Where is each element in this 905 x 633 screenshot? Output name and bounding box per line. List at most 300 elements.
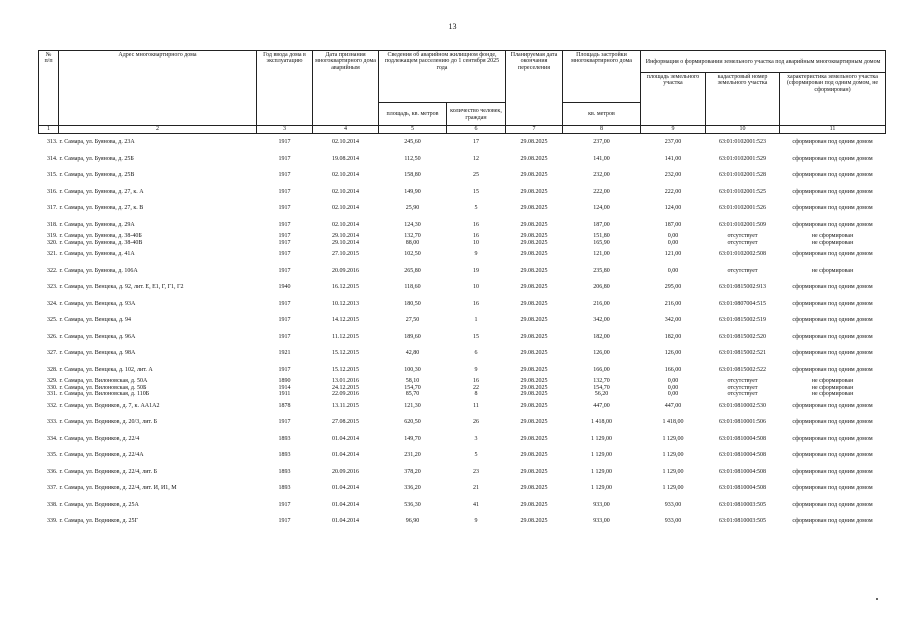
built-area-cell: 151,80: [593, 233, 610, 240]
cadastral-cell: 63:01:0815002:522: [718, 366, 766, 373]
address-cell: г. Самара, ул. Буянова, д. 29А: [59, 221, 135, 228]
table-body: [39, 134, 886, 530]
relocation-table: [38, 50, 886, 530]
recognition-date-cell: 20.09.2016: [332, 267, 359, 274]
header-land-area: площадь земельного участка: [641, 73, 706, 126]
column-number: 8: [563, 126, 641, 134]
land-area-cell: 124,00: [664, 205, 682, 212]
cadastral-cell: 63:01:0102001:509: [718, 221, 766, 228]
recognition-date-cell: 27.10.2015: [332, 251, 359, 258]
year-cell: 1893: [278, 435, 291, 442]
year-cell: 1917: [278, 419, 291, 426]
table-header: [39, 51, 886, 134]
year-cell: 1917: [278, 366, 291, 373]
land-area-cell: 1 129,00: [662, 485, 684, 492]
cadastral-cell: 63:01:0810004:508: [718, 435, 766, 442]
people-cell: 25: [473, 172, 479, 179]
column-number: 10: [706, 126, 780, 134]
column-number: 3: [257, 126, 313, 134]
planned-date-cell: 29.08.2025: [520, 485, 548, 492]
characteristic-cell: не сформирован: [811, 384, 854, 391]
land-area-cell: 216,00: [664, 300, 682, 307]
column-number: 4: [313, 126, 379, 134]
table-row: [39, 362, 886, 379]
column-number: 9: [641, 126, 706, 134]
address-cell: г. Самара, ул. Венцека, д. 94: [59, 317, 132, 324]
land-area-cell: 933,00: [664, 501, 682, 508]
planned-date-cell: 29.08.2025: [520, 391, 548, 398]
land-area-cell: 1 129,00: [662, 468, 684, 475]
people-cell: 3: [474, 435, 478, 442]
cadastral-cell: отсутствует: [727, 267, 758, 274]
built-area-cell: 126,00: [593, 350, 610, 357]
characteristic-cell: сформирован под одним домом: [792, 251, 873, 258]
built-area-cell: 141,00: [593, 155, 610, 162]
people-cell: 26: [473, 419, 479, 426]
planned-date-cell: 29.08.2025: [520, 366, 548, 373]
characteristic-cell: сформирован под одним домом: [792, 333, 873, 340]
people-cell: 1: [474, 317, 478, 324]
area-cell: 536,30: [404, 501, 421, 508]
year-cell: 1917: [278, 317, 291, 324]
people-cell: 10: [473, 239, 479, 246]
built-area-cell: 222,00: [593, 188, 610, 195]
cadastral-cell: 63:01:0810004:508: [718, 452, 766, 459]
recognition-date-cell: 01.04.2014: [332, 518, 359, 525]
year-cell: 1917: [278, 205, 291, 212]
table-row: [39, 464, 886, 481]
row-number: 316.: [47, 188, 58, 195]
people-cell: 11: [473, 402, 479, 409]
planned-date-cell: 29.08.2025: [520, 402, 548, 409]
characteristic-cell: не сформирован: [811, 267, 854, 274]
address-cell: г. Самара, ул. Венцека, д. 98А: [59, 350, 136, 357]
people-cell: 12: [473, 155, 479, 162]
scan-speck: [876, 598, 878, 600]
land-area-cell: 0,00: [667, 384, 679, 391]
year-cell: 1917: [278, 518, 291, 525]
row-number: 337.: [47, 485, 58, 492]
area-cell: 149,90: [404, 188, 421, 195]
people-cell: 5: [474, 452, 478, 459]
built-area-cell: 447,00: [593, 402, 610, 409]
people-cell: 15: [473, 188, 479, 195]
row-number: 332.: [47, 402, 58, 409]
header-year: Год ввода дома в эксплуатацию: [257, 51, 313, 126]
recognition-date-cell: 01.04.2014: [332, 485, 359, 492]
cadastral-cell: отсутствует: [727, 391, 758, 398]
people-cell: 17: [473, 139, 479, 146]
recognition-date-cell: 14.12.2015: [332, 317, 359, 324]
address-cell: г. Самара, ул. Венцека, д. 102, лит. А: [59, 366, 153, 373]
area-cell: 378,20: [404, 468, 421, 475]
table-row: [39, 167, 886, 184]
land-area-cell: 295,00: [664, 284, 682, 291]
land-area-cell: 232,00: [664, 172, 682, 179]
row-number: 327.: [47, 350, 58, 357]
row-number: 318.: [47, 221, 58, 228]
year-cell: 1917: [278, 300, 291, 307]
column-number: 2: [59, 126, 257, 134]
people-cell: 16: [473, 378, 479, 385]
row-number: 325.: [47, 317, 58, 324]
row-number: 314.: [47, 155, 58, 162]
row-number: 333.: [47, 419, 58, 426]
recognition-date-cell: 02.10.2014: [332, 205, 359, 212]
area-cell: 154,70: [404, 384, 421, 391]
column-number: 1: [39, 126, 59, 134]
address-cell: г. Самара, ул. Вилоновская, д. 50А: [59, 378, 148, 385]
row-number: 331.: [47, 391, 58, 398]
land-area-cell: 1 418,00: [662, 419, 684, 426]
characteristic-cell: сформирован под одним домом: [792, 402, 873, 409]
cadastral-cell: 63:01:0810003:505: [718, 518, 766, 525]
header-planned-date: Планируемая дата окончания переселения: [506, 51, 563, 126]
characteristic-cell: сформирован под одним домом: [792, 317, 873, 324]
table-row: [39, 329, 886, 346]
characteristic-cell: сформирован под одним домом: [792, 452, 873, 459]
area-cell: 149,70: [404, 435, 421, 442]
row-number: 326.: [47, 333, 58, 340]
characteristic-cell: сформирован под одним домом: [792, 300, 873, 307]
cadastral-cell: 63:01:0810003:505: [718, 501, 766, 508]
row-number: 320.: [47, 239, 58, 246]
people-cell: 9: [474, 251, 478, 258]
row-number: 335.: [47, 452, 58, 459]
characteristic-cell: сформирован под одним домом: [792, 350, 873, 357]
address-cell: г. Самара, ул. Буянова, д. 25В: [59, 172, 135, 179]
people-cell: 5: [474, 205, 478, 212]
characteristic-cell: сформирован под одним домом: [792, 205, 873, 212]
table-row: [39, 296, 886, 313]
row-number: 339.: [47, 518, 58, 525]
year-cell: 1917: [278, 172, 291, 179]
characteristic-cell: не сформирован: [811, 391, 854, 398]
people-cell: 16: [473, 221, 479, 228]
planned-date-cell: 29.08.2025: [520, 378, 548, 385]
area-cell: 231,20: [404, 452, 421, 459]
people-cell: 22: [473, 384, 479, 391]
planned-date-cell: 29.08.2025: [520, 419, 548, 426]
area-cell: 132,70: [404, 233, 421, 240]
recognition-date-cell: 02.10.2014: [332, 221, 359, 228]
land-area-cell: 933,00: [664, 518, 682, 525]
planned-date-cell: 29.08.2025: [520, 468, 548, 475]
cadastral-cell: отсутствует: [727, 378, 758, 385]
table-row: [39, 414, 886, 431]
year-cell: 1890: [278, 378, 291, 385]
header-built-area: Площадь застройки многоквартирного дома: [563, 51, 641, 103]
year-cell: 1917: [278, 501, 291, 508]
people-cell: 6: [474, 350, 478, 357]
cadastral-cell: 63:01:0807004:515: [718, 300, 766, 307]
row-number: 323.: [47, 284, 58, 291]
header-land-info: Информация о формировании земельного участка под аварийным многоквартирным домом: [641, 51, 886, 73]
land-area-cell: 187,00: [664, 221, 682, 228]
characteristic-cell: сформирован под одним домом: [792, 155, 873, 162]
recognition-date-cell: 01.04.2014: [332, 501, 359, 508]
characteristic-cell: сформирован под одним домом: [792, 139, 873, 146]
planned-date-cell: 29.08.2025: [520, 317, 548, 324]
column-number: 7: [506, 126, 563, 134]
recognition-date-cell: 02.10.2014: [332, 139, 359, 146]
table-row: [39, 184, 886, 201]
land-area-cell: 237,00: [664, 139, 682, 146]
built-area-cell: 132,70: [593, 378, 610, 385]
table-row: [39, 151, 886, 168]
address-cell: г. Самара, ул. Водников, д. 22/4А: [59, 452, 144, 459]
address-cell: г. Самара, ул. Буянова, д. 41А: [59, 251, 135, 258]
people-cell: 23: [473, 468, 479, 475]
header-area: площадь, кв. метров: [379, 103, 447, 126]
planned-date-cell: 29.08.2025: [520, 350, 548, 357]
recognition-date-cell: 24.12.2015: [332, 384, 359, 391]
year-cell: 1893: [278, 485, 291, 492]
address-cell: г. Самара, ул. Вилоновская, д. 110Б: [59, 391, 150, 398]
planned-date-cell: 29.08.2025: [520, 233, 548, 240]
land-area-cell: 121,00: [664, 251, 682, 258]
header-address: Адрес многоквартирного дома: [59, 51, 257, 126]
table-row: [39, 246, 886, 263]
cadastral-cell: 63:01:0810004:508: [718, 485, 766, 492]
header-people: количество человек, граждан: [447, 103, 506, 126]
address-cell: г. Самара, ул. Водников, д. 22/4, лит. Б: [59, 468, 158, 475]
table-row: [39, 217, 886, 234]
characteristic-cell: не сформирован: [811, 233, 854, 240]
cadastral-cell: 63:01:0810001:506: [718, 419, 766, 426]
land-area-cell: 141,00: [664, 155, 682, 162]
built-area-cell: 1 129,00: [591, 468, 612, 475]
area-cell: 245,60: [404, 139, 421, 146]
header-housing-info: Сведения об аварийном жилищном фонде, подлежащем расселению до 1 сентября 2025 года: [379, 51, 506, 103]
built-area-cell: 56,20: [594, 391, 609, 398]
table-row: [39, 134, 886, 151]
planned-date-cell: 29.08.2025: [520, 155, 548, 162]
area-cell: 85,70: [405, 391, 420, 398]
cadastral-cell: 63:01:0815002:913: [718, 284, 766, 291]
characteristic-cell: сформирован под одним домом: [792, 435, 873, 442]
land-area-cell: 222,00: [664, 188, 682, 195]
table-row: [39, 431, 886, 448]
people-cell: 16: [473, 300, 479, 307]
planned-date-cell: 29.08.2025: [520, 284, 548, 291]
page-number: 13: [448, 22, 457, 31]
land-area-cell: 0,00: [667, 239, 679, 246]
recognition-date-cell: 27.08.2015: [332, 419, 359, 426]
year-cell: 1917: [278, 233, 291, 240]
characteristic-cell: сформирован под одним домом: [792, 468, 873, 475]
people-cell: 41: [473, 501, 479, 508]
characteristic-cell: сформирован под одним домом: [792, 518, 873, 525]
address-cell: г. Самара, ул. Водников, д. 25А: [59, 501, 139, 508]
area-cell: 336,20: [404, 485, 421, 492]
recognition-date-cell: 13.01.2016: [332, 378, 359, 385]
built-area-cell: 206,80: [593, 284, 610, 291]
cadastral-cell: 63:01:0815002:519: [718, 317, 766, 324]
planned-date-cell: 29.08.2025: [520, 205, 548, 212]
land-area-cell: 447,00: [664, 402, 682, 409]
built-area-cell: 933,00: [593, 518, 610, 525]
cadastral-cell: 63:01:0815002:521: [718, 350, 766, 357]
land-area-cell: 126,00: [664, 350, 682, 357]
cadastral-cell: 63:01:0102001:528: [718, 172, 766, 179]
planned-date-cell: 29.08.2025: [520, 333, 548, 340]
built-area-cell: 187,00: [593, 221, 610, 228]
header-cadastral: кадастровый номер земельного участка: [706, 73, 780, 126]
address-cell: г. Самара, ул. Венцека, д. 93А: [59, 300, 136, 307]
recognition-date-cell: 13.11.2015: [332, 402, 359, 409]
row-number: 324.: [47, 300, 58, 307]
planned-date-cell: 29.08.2025: [520, 267, 548, 274]
recognition-date-cell: 02.10.2014: [332, 172, 359, 179]
land-area-cell: 342,00: [664, 317, 682, 324]
built-area-cell: 232,00: [593, 172, 610, 179]
row-number: 313.: [47, 139, 58, 146]
area-cell: 42,80: [405, 350, 420, 357]
land-area-cell: 182,00: [664, 333, 682, 340]
recognition-date-cell: 11.12.2015: [332, 333, 359, 340]
built-area-cell: 165,90: [593, 239, 610, 246]
year-cell: 1917: [278, 155, 291, 162]
address-cell: г. Самара, ул. Вилоновская, д. 50Б: [59, 384, 147, 391]
row-number: 329.: [47, 378, 58, 385]
area-cell: 158,80: [404, 172, 421, 179]
recognition-date-cell: 15.12.2015: [332, 350, 359, 357]
built-area-cell: 933,00: [593, 501, 610, 508]
row-number: 322.: [47, 267, 58, 274]
row-number: 317.: [47, 205, 58, 212]
land-area-cell: 1 129,00: [662, 435, 684, 442]
address-cell: г. Самара, ул. Водников, д. 22/4, лит. И, И1, М: [59, 485, 177, 492]
land-area-cell: 166,00: [664, 366, 682, 373]
address-cell: г. Самара, ул. Водников, д. 20/3, лит. Б: [59, 419, 158, 426]
row-number: 330.: [47, 384, 58, 391]
year-cell: 1917: [278, 333, 291, 340]
year-cell: 1921: [278, 350, 291, 357]
planned-date-cell: 29.08.2025: [520, 435, 548, 442]
recognition-date-cell: 22.09.2016: [332, 391, 359, 398]
built-area-cell: 182,00: [593, 333, 610, 340]
area-cell: 180,50: [404, 300, 421, 307]
planned-date-cell: 29.08.2025: [520, 172, 548, 179]
planned-date-cell: 29.08.2025: [520, 239, 548, 246]
people-cell: 15: [473, 333, 479, 340]
address-cell: г. Самара, ул. Буянова, д. 27, к. А: [59, 188, 144, 195]
area-cell: 96,90: [405, 518, 420, 525]
table-row: [39, 263, 886, 280]
planned-date-cell: 29.08.2025: [520, 452, 548, 459]
planned-date-cell: 29.08.2025: [520, 221, 548, 228]
planned-date-cell: 29.08.2025: [520, 300, 548, 307]
cadastral-cell: 63:01:0810002:530: [718, 402, 766, 409]
address-cell: г. Самара, ул. Буянова, д. 23А: [59, 139, 135, 146]
row-number: 328.: [47, 366, 58, 373]
recognition-date-cell: 02.10.2014: [332, 188, 359, 195]
people-cell: 8: [474, 391, 478, 398]
row-number: 334.: [47, 435, 58, 442]
recognition-date-cell: 29.10.2014: [332, 239, 359, 246]
people-cell: 9: [474, 366, 478, 373]
year-cell: 1893: [278, 468, 291, 475]
table-row: [39, 279, 886, 296]
planned-date-cell: 29.08.2025: [520, 251, 548, 258]
address-cell: г. Самара, ул. Венцека, д. 96А: [59, 333, 136, 340]
area-cell: 265,80: [404, 267, 421, 274]
characteristic-cell: сформирован под одним домом: [792, 419, 873, 426]
area-cell: 100,30: [404, 366, 421, 373]
built-area-cell: 235,80: [593, 267, 610, 274]
cadastral-cell: 63:01:0102001:523: [718, 139, 766, 146]
column-number: 6: [447, 126, 506, 134]
row-number: 315.: [47, 172, 58, 179]
address-cell: г. Самара, ул. Водников, д. 7, к. АА1А2: [59, 402, 160, 409]
header-characteristic: характеристика земельного участка (сформирован под одним домом, не сформирован): [780, 73, 886, 126]
built-area-cell: 1 418,00: [591, 419, 612, 426]
area-cell: 118,60: [404, 284, 421, 291]
address-cell: г. Самара, ул. Буянова, д. 106А: [59, 267, 138, 274]
people-cell: 19: [473, 267, 479, 274]
year-cell: 1940: [278, 284, 291, 291]
area-cell: 121,30: [404, 402, 421, 409]
planned-date-cell: 29.08.2025: [520, 501, 548, 508]
recognition-date-cell: 10.12.2013: [332, 300, 359, 307]
address-cell: г. Самара, ул. Буянова, д. 27, к. В: [59, 205, 144, 212]
year-cell: 1878: [278, 402, 291, 409]
address-cell: г. Самара, ул. Водников, д. 25Г: [59, 518, 139, 525]
cadastral-cell: отсутствует: [727, 239, 758, 246]
year-cell: 1917: [278, 139, 291, 146]
planned-date-cell: 29.08.2025: [520, 518, 548, 525]
table-row: [39, 312, 886, 329]
column-number: 11: [780, 126, 886, 134]
area-cell: 88,00: [405, 239, 420, 246]
built-area-cell: 1 129,00: [591, 452, 612, 459]
header-built-area-unit: кв. метров: [563, 103, 641, 126]
area-cell: 112,50: [404, 155, 421, 162]
row-number: 336.: [47, 468, 58, 475]
built-area-cell: 1 129,00: [591, 435, 612, 442]
cadastral-cell: отсутствует: [727, 384, 758, 391]
land-area-cell: 0,00: [667, 391, 679, 398]
cadastral-cell: 63:01:0102001:525: [718, 188, 766, 195]
address-cell: г. Самара, ул. Буянова, д. 38-40Б: [59, 233, 142, 240]
land-area-cell: 0,00: [667, 267, 679, 274]
cadastral-cell: 63:01:0102002:508: [718, 251, 766, 258]
cadastral-cell: 63:01:0102001:529: [718, 155, 766, 162]
cadastral-cell: 63:01:0810004:508: [718, 468, 766, 475]
year-cell: 1917: [278, 221, 291, 228]
built-area-cell: 1 129,00: [591, 485, 612, 492]
area-cell: 27,50: [405, 317, 420, 324]
people-cell: 10: [473, 284, 479, 291]
table-row: [39, 480, 886, 497]
characteristic-cell: не сформирован: [811, 378, 854, 385]
built-area-cell: 216,00: [593, 300, 610, 307]
year-cell: 1893: [278, 452, 291, 459]
area-cell: 124,30: [404, 221, 421, 228]
built-area-cell: 124,00: [593, 205, 610, 212]
characteristic-cell: сформирован под одним домом: [792, 188, 873, 195]
table-row: [39, 447, 886, 464]
built-area-cell: 342,00: [593, 317, 610, 324]
characteristic-cell: сформирован под одним домом: [792, 366, 873, 373]
built-area-cell: 154,70: [593, 384, 610, 391]
planned-date-cell: 29.08.2025: [520, 139, 548, 146]
cadastral-cell: отсутствует: [727, 233, 758, 240]
address-cell: г. Самара, ул. Водников, д. 22/4: [59, 435, 140, 442]
recognition-date-cell: 29.10.2014: [332, 233, 359, 240]
row-number: 338.: [47, 501, 58, 508]
